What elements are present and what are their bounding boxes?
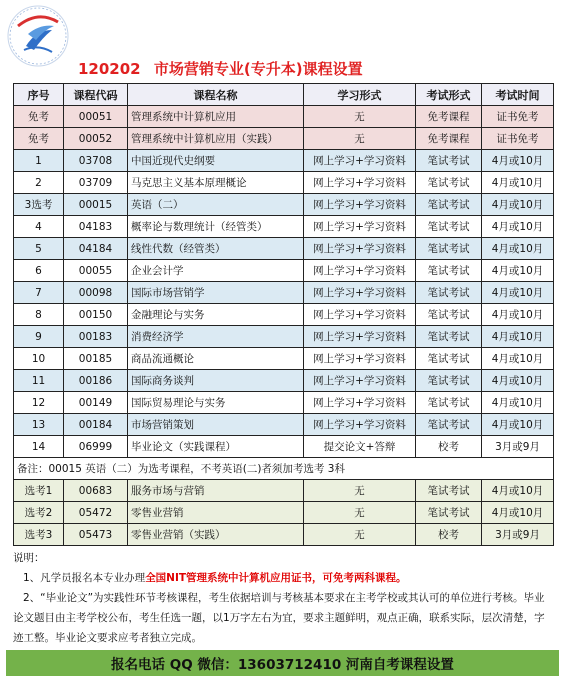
note-row [14,458,554,480]
table-cell: 6 [14,260,64,282]
exempt-row [14,106,554,128]
program-code: 120202 [78,60,141,78]
table-cell: 网上学习+学习资料 [304,260,416,282]
table-cell: 国际市场营销学 [128,282,304,304]
column-header: 序号 [14,84,64,106]
table-cell: 12 [14,392,64,414]
table-cell: 网上学习+学习资料 [304,238,416,260]
table-cell: 证书免考 [482,128,554,150]
page-title [78,58,478,82]
table-cell: 国际商务谈判 [128,370,304,392]
description-item-2: 2、“毕业论文”为实践性环节考核课程，考生依据培训与考核基本要求在主考学校或其认可的单位进行考核。毕业论文题目由主考学校公布，考生任选一题，以1万字左右为宜，要求主题鲜明，观点正确，联系实际，层次清楚，字迹工整。毕业论文要求应考者独立完成。 [13,592,545,644]
elective-rows [14,480,554,546]
table-cell: 无 [304,128,416,150]
table-cell: 4月或10月 [482,502,554,524]
description-label: 说明： [13,552,45,564]
elective-row [14,524,554,546]
contact-footer: 报名电话 QQ 微信：13603712410 河南自考课程设置 [6,650,559,676]
table-cell: 00183 [64,326,128,348]
table-cell: 网上学习+学习资料 [304,348,416,370]
table-cell: 3选考 [14,194,64,216]
table-cell: 00185 [64,348,128,370]
table-cell: 选考3 [14,524,64,546]
table-row [14,150,554,172]
description-item-1-prefix: 1、凡学员报名本专业办理 [23,572,146,584]
table-cell: 网上学习+学习资料 [304,194,416,216]
table-row [14,326,554,348]
note-text: 备注：00015 英语（二）为选考课程，不考英语(二)者须加考选考 3科 [14,458,554,480]
elective-row [14,502,554,524]
table-row [14,260,554,282]
table-cell: 管理系统中计算机应用 [128,106,304,128]
table-cell: 免考 [14,128,64,150]
table-cell: 14 [14,436,64,458]
table-cell: 免考课程 [416,128,482,150]
table-cell: 笔试考试 [416,414,482,436]
description [13,548,553,648]
table-cell: 零售业营销 [128,502,304,524]
column-header: 课程代码 [64,84,128,106]
table-cell: 校考 [416,524,482,546]
table-cell: 企业会计学 [128,260,304,282]
table-cell: 笔试考试 [416,238,482,260]
table-cell: 8 [14,304,64,326]
column-header: 考试时间 [482,84,554,106]
table-cell: 00184 [64,414,128,436]
table-cell: 无 [304,480,416,502]
table-cell: 10 [14,348,64,370]
course-table [13,83,554,546]
course-rows [14,150,554,436]
table-cell: 免考课程 [416,106,482,128]
table-cell: 笔试考试 [416,480,482,502]
table-cell: 网上学习+学习资料 [304,150,416,172]
table-cell: 笔试考试 [416,172,482,194]
table-cell: 3月或9月 [482,436,554,458]
column-header: 考试形式 [416,84,482,106]
table-cell: 9 [14,326,64,348]
table-cell: 无 [304,106,416,128]
table-cell: 4月或10月 [482,370,554,392]
table-cell: 无 [304,524,416,546]
table-row [14,172,554,194]
table-cell: 网上学习+学习资料 [304,326,416,348]
table-cell: 笔试考试 [416,348,482,370]
table-cell: 00149 [64,392,128,414]
table-cell: 04183 [64,216,128,238]
table-cell: 00052 [64,128,128,150]
table-cell: 4月或10月 [482,392,554,414]
table-cell: 中国近现代史纲要 [128,150,304,172]
table-cell: 4月或10月 [482,172,554,194]
table-cell: 无 [304,502,416,524]
table-cell: 证书免考 [482,106,554,128]
table-cell: 05473 [64,524,128,546]
table-cell: 笔试考试 [416,304,482,326]
table-cell: 笔试考试 [416,502,482,524]
table-cell: 马克思主义基本原理概论 [128,172,304,194]
table-cell: 消费经济学 [128,326,304,348]
table-cell: 00015 [64,194,128,216]
program-name: 市场营销专业(专升本)课程设置 [153,60,363,78]
table-row [14,216,554,238]
table-cell: 5 [14,238,64,260]
table-row [14,238,554,260]
table-cell: 05472 [64,502,128,524]
column-header: 学习形式 [304,84,416,106]
table-cell: 00051 [64,106,128,128]
table-cell: 市场营销策划 [128,414,304,436]
exam-logo [6,4,70,68]
table-cell: 概率论与数理统计（经管类） [128,216,304,238]
table-row [14,414,554,436]
table-cell: 4月或10月 [482,414,554,436]
table-cell: 4月或10月 [482,238,554,260]
table-cell: 4月或10月 [482,260,554,282]
table-cell: 4月或10月 [482,282,554,304]
table-cell: 提交论文+答辩 [304,436,416,458]
table-cell: 国际贸易理论与实务 [128,392,304,414]
table-cell: 3月或9月 [482,524,554,546]
table-cell: 笔试考试 [416,150,482,172]
certificate-highlight: 全国NIT管理系统中计算机应用证书，可免考两科课程。 [145,572,407,584]
table-cell: 00055 [64,260,128,282]
table-cell: 00683 [64,480,128,502]
table-cell: 4 [14,216,64,238]
table-cell: 网上学习+学习资料 [304,414,416,436]
table-cell: 4月或10月 [482,348,554,370]
table-cell: 7 [14,282,64,304]
table-cell: 管理系统中计算机应用（实践） [128,128,304,150]
table-cell: 00098 [64,282,128,304]
table-cell: 校考 [416,436,482,458]
table-cell: 笔试考试 [416,282,482,304]
table-cell: 英语（二） [128,194,304,216]
elective-row [14,480,554,502]
table-cell: 03708 [64,150,128,172]
table-cell: 网上学习+学习资料 [304,172,416,194]
table-cell: 06999 [64,436,128,458]
table-cell: 网上学习+学习资料 [304,304,416,326]
description-item-1 [13,568,553,588]
table-cell: 网上学习+学习资料 [304,392,416,414]
table-header-row [14,84,554,106]
exempt-row [14,128,554,150]
table-cell: 03709 [64,172,128,194]
table-cell: 00150 [64,304,128,326]
table-cell: 毕业论文（实践课程） [128,436,304,458]
table-cell: 4月或10月 [482,304,554,326]
table-cell: 笔试考试 [416,392,482,414]
table-cell: 00186 [64,370,128,392]
table-cell: 13 [14,414,64,436]
table-row [14,282,554,304]
table-cell: 商品流通概论 [128,348,304,370]
table-row [14,370,554,392]
table-cell: 4月或10月 [482,480,554,502]
table-cell: 选考2 [14,502,64,524]
table-cell: 服务市场与营销 [128,480,304,502]
table-cell: 金融理论与实务 [128,304,304,326]
table-cell: 4月或10月 [482,326,554,348]
table-cell: 笔试考试 [416,260,482,282]
table-row [14,392,554,414]
table-cell: 4月或10月 [482,194,554,216]
table-cell: 04184 [64,238,128,260]
table-cell: 网上学习+学习资料 [304,216,416,238]
table-cell: 2 [14,172,64,194]
table-cell: 网上学习+学习资料 [304,370,416,392]
table-cell: 4月或10月 [482,150,554,172]
table-cell: 笔试考试 [416,216,482,238]
table-cell: 零售业营销（实践） [128,524,304,546]
column-header: 课程名称 [128,84,304,106]
table-cell: 网上学习+学习资料 [304,282,416,304]
table-cell: 线性代数（经管类） [128,238,304,260]
table-cell: 笔试考试 [416,326,482,348]
table-cell: 笔试考试 [416,370,482,392]
thesis-row [14,436,554,458]
exempt-rows [14,106,554,150]
table-cell: 1 [14,150,64,172]
table-cell: 免考 [14,106,64,128]
table-row [14,194,554,216]
table-cell: 11 [14,370,64,392]
table-cell: 4月或10月 [482,216,554,238]
table-row [14,304,554,326]
table-row [14,348,554,370]
table-cell: 选考1 [14,480,64,502]
table-cell: 笔试考试 [416,194,482,216]
